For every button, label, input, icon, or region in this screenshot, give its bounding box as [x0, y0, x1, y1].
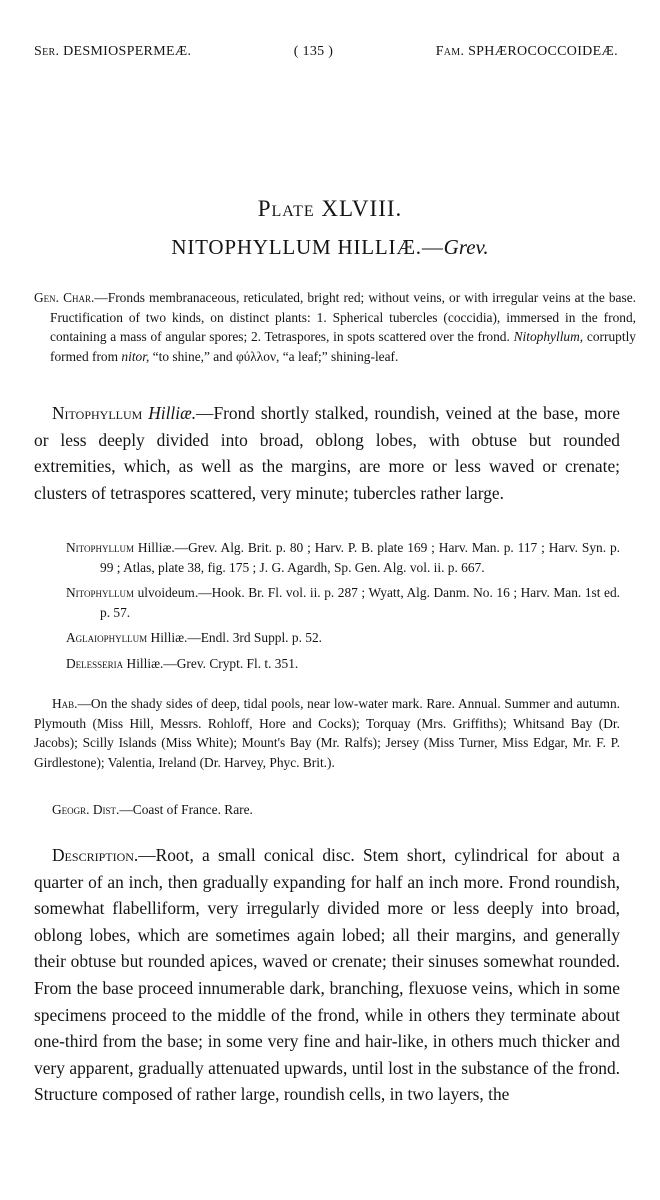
reference-genus: Delesseria	[66, 655, 124, 671]
reference-genus: Nitophyllum	[66, 585, 135, 600]
description-label: Description.	[52, 845, 139, 865]
gen-char-text-2: corruptly formed from	[50, 329, 636, 364]
geogr-text: —Coast of France. Rare.	[119, 802, 253, 817]
running-header	[34, 44, 618, 60]
habitat-label: Hab.	[52, 696, 78, 711]
habitat-text: —On the shady sides of deep, tidal pools, near low-water mark. Rare. Annual. Summer and autumn. Plymouth (Miss Hill, Messrs. Rohloff, Hore and Cocks); Torquay (Mrs. Griffiths); Whitsand Bay (Dr. Jacobs); Scilly Islands (Miss White); Mount's Bay (Mr. Ralfs); Jersey (Miss Turner, Miss Edgar, Mr. F. P. Girdlestone); Valentia, Ireland (Dr. Harvey, Phyc. Brit.).	[34, 696, 620, 770]
reference-item	[34, 538, 620, 577]
reference-citation: Hilliæ.—Grev. Alg. Brit. p. 80 ; Harv. P. B. plate 169 ; Harv. Man. p. 117 ; Harv. Syn. p. 99 ; Atlas, plate 38, fig. 175 ; J. G. Agardh, Sp. Gen. Alg. vol. ii. p. 667.	[100, 540, 620, 575]
reference-genus: Nitophyllum	[66, 540, 135, 555]
header-series: Ser. DESMIOSPERMEÆ.	[34, 44, 192, 59]
diagnosis-text: —Frond shortly stalked, roundish, veined at the base, more or less deeply divided into broad, oblong lobes, with obtuse but rounded extremities, which, as well as the margins, are more or less waved or crenate; clusters of tetraspores scattered, very minute; tubercles rather large.	[34, 403, 621, 503]
gen-char-label: Gen. Char.	[34, 290, 95, 305]
species-title	[0, 235, 660, 260]
generic-character	[34, 288, 636, 366]
species-author: Grev.	[443, 235, 489, 259]
habitat-section	[34, 694, 620, 772]
reference-genus: Aglaiophyllum	[66, 630, 148, 645]
plate-title: Plate XLVIII.	[257, 196, 403, 221]
description-section	[34, 842, 620, 1108]
reference-item	[34, 628, 620, 648]
header-family: Fam. SPHÆROCOCCOIDEÆ.	[435, 44, 618, 59]
reference-citation: Hilliæ.—Endl. 3rd Suppl. p. 52.	[147, 630, 323, 645]
gen-char-nitor: nitor,	[121, 348, 150, 364]
geographic-distribution	[34, 800, 620, 820]
diagnosis-species: Hilliæ.	[148, 403, 197, 423]
synonymy-references	[34, 538, 620, 679]
gen-char-genus: Nitophyllum,	[513, 329, 584, 344]
page-number: ( 135 )	[293, 44, 334, 59]
diagnosis-genus: Nitophyllum	[52, 403, 143, 423]
reference-citation: ulvoideum.—Hook. Br. Fl. vol. ii. p. 287 ; Wyatt, Alg. Danm. No. 16 ; Harv. Man. 1st ed. p. 57.	[100, 585, 620, 620]
species-diagnosis	[34, 400, 620, 506]
reference-item	[34, 654, 620, 674]
gen-char-text-3: “to shine,” and φύλλον, “a leaf;” shining-leaf.	[149, 348, 399, 364]
reference-citation: Hilliæ.—Grev. Crypt. Fl. t. 351.	[123, 655, 299, 671]
description-text: —Root, a small conical disc. Stem short, cylindrical for about a quarter of an inch, then gradually expanding for half an inch more. Frond roundish, somewhat flabelliform, very irregularly divided more or less deeply into broad, oblong lobes, which are sometimes again lobed; all their margins, and generally their obtuse but rounded apices, waved or crenate; their sinuses somewhat rounded. From the base proceed innumerable dark, branching, flexuose veins, which in some specimens proceed to the middle of the frond, while in others they terminate about one-third from the base; in some very fine and hair-like, in others much thicker and very apparent, gradually attenuated upwards, until lost in the substance of the frond. Structure composed of rather large, roundish cells, in two layers, the	[34, 845, 620, 1105]
gen-char-text: —Fronds membranaceous, reticulated, bright red; without veins, or with irregular veins at the base. Fructification of two kinds, on distinct plants: 1. Spherical tubercles (coccidia), immersed in the frond, containing a mass of angular spores; 2. Tetraspores, in spots scattered over the frond.	[50, 290, 636, 344]
geogr-label: Geogr. Dist.	[52, 802, 120, 817]
species-name: NITOPHYLLUM HILLIÆ.—	[171, 235, 444, 259]
reference-item	[34, 583, 620, 622]
